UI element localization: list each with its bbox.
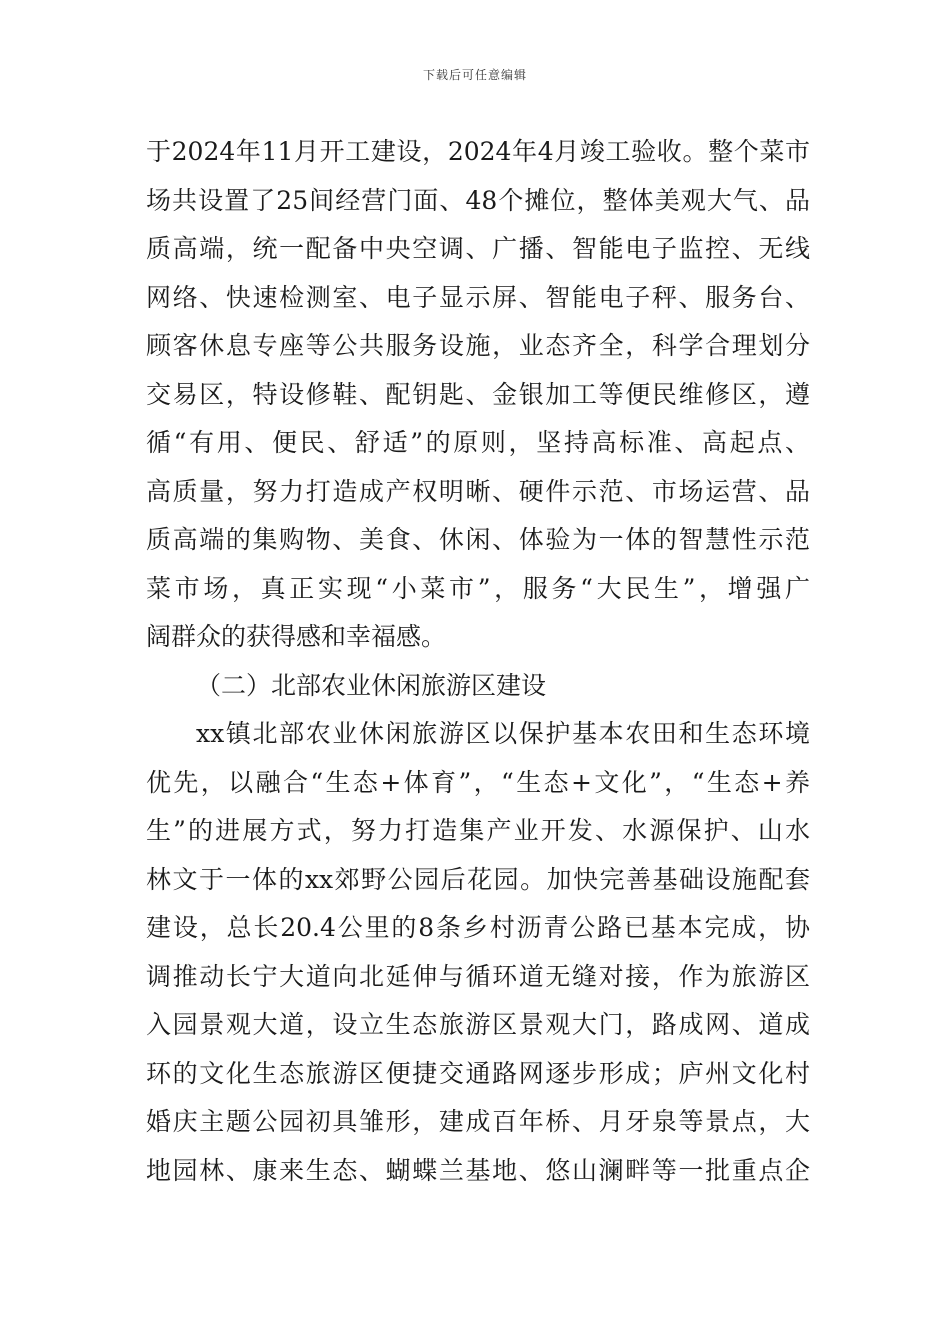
text-line: 阔群众的获得感和幸福感。 (146, 622, 447, 651)
text-line: 菜市场，真正实现“小菜市”，服务“大民生”，增强广 (146, 573, 810, 603)
text-line: 顾客休息专座等公共服务设施，业态齐全，科学合理划分 (146, 331, 810, 360)
text-line: 入园景观大道，设立生态旅游区景观大门，路成网、道成 (146, 1010, 810, 1039)
text-line: 网络、快速检测室、电子显示屏、智能电子秤、服务台、 (146, 282, 810, 312)
text-line: 婚庆主题公园初具雏形，建成百年桥、月牙泉等景点，大 (146, 1107, 810, 1136)
text-line: 生”的进展方式，努力打造集产业开发、水源保护、山水 (146, 816, 810, 845)
text-line: 调推动长宁大道向北延伸与循环道无缝对接，作为旅游区 (146, 961, 810, 991)
paragraph-first-line: xx镇北部农业休闲旅游区以保护基本农田和生态环境 (196, 719, 810, 748)
text-line: 场共设置了25间经营门面、48个摊位，整体美观大气、品 (146, 185, 810, 215)
text-line: 林文于一体的xx郊野公园后花园。加快完善基础设施配套 (146, 864, 810, 894)
text-line: 高质量，努力打造成产权明晰、硬件示范、市场运营、品 (146, 476, 810, 506)
text-line: 环的文化生态旅游区便捷交通路网逐步形成；庐州文化村 (146, 1058, 810, 1088)
text-line: 质高端的集购物、美食、休闲、体验为一体的智慧性示范 (146, 525, 810, 554)
text-line: 循“有用、便民、舒适”的原则，坚持高标准、高起点、 (146, 428, 810, 457)
text-line: 地园林、康来生态、蝴蝶兰基地、悠山澜畔等一批重点企 (146, 1155, 810, 1185)
header-note: 下载后可任意编辑 (422, 68, 527, 82)
section-heading: （二）北部农业休闲旅游区建设 (196, 670, 547, 700)
body-text (146, 128, 810, 1195)
text-line: 建设，总长20.4公里的8条乡村沥青公路已基本完成，协 (146, 913, 810, 942)
text-line: 质高端，统一配备中央空调、广播、智能电子监控、无线 (146, 234, 810, 263)
text-line: 于2024年11月开工建设，2024年4月竣工验收。整个菜市 (146, 137, 810, 166)
text-line: 交易区，特设修鞋、配钥匙、金银加工等便民维修区，遵 (146, 379, 810, 409)
text-line: 优先，以融合“生态+体育”，“生态+文化”，“生态+养 (146, 767, 810, 797)
